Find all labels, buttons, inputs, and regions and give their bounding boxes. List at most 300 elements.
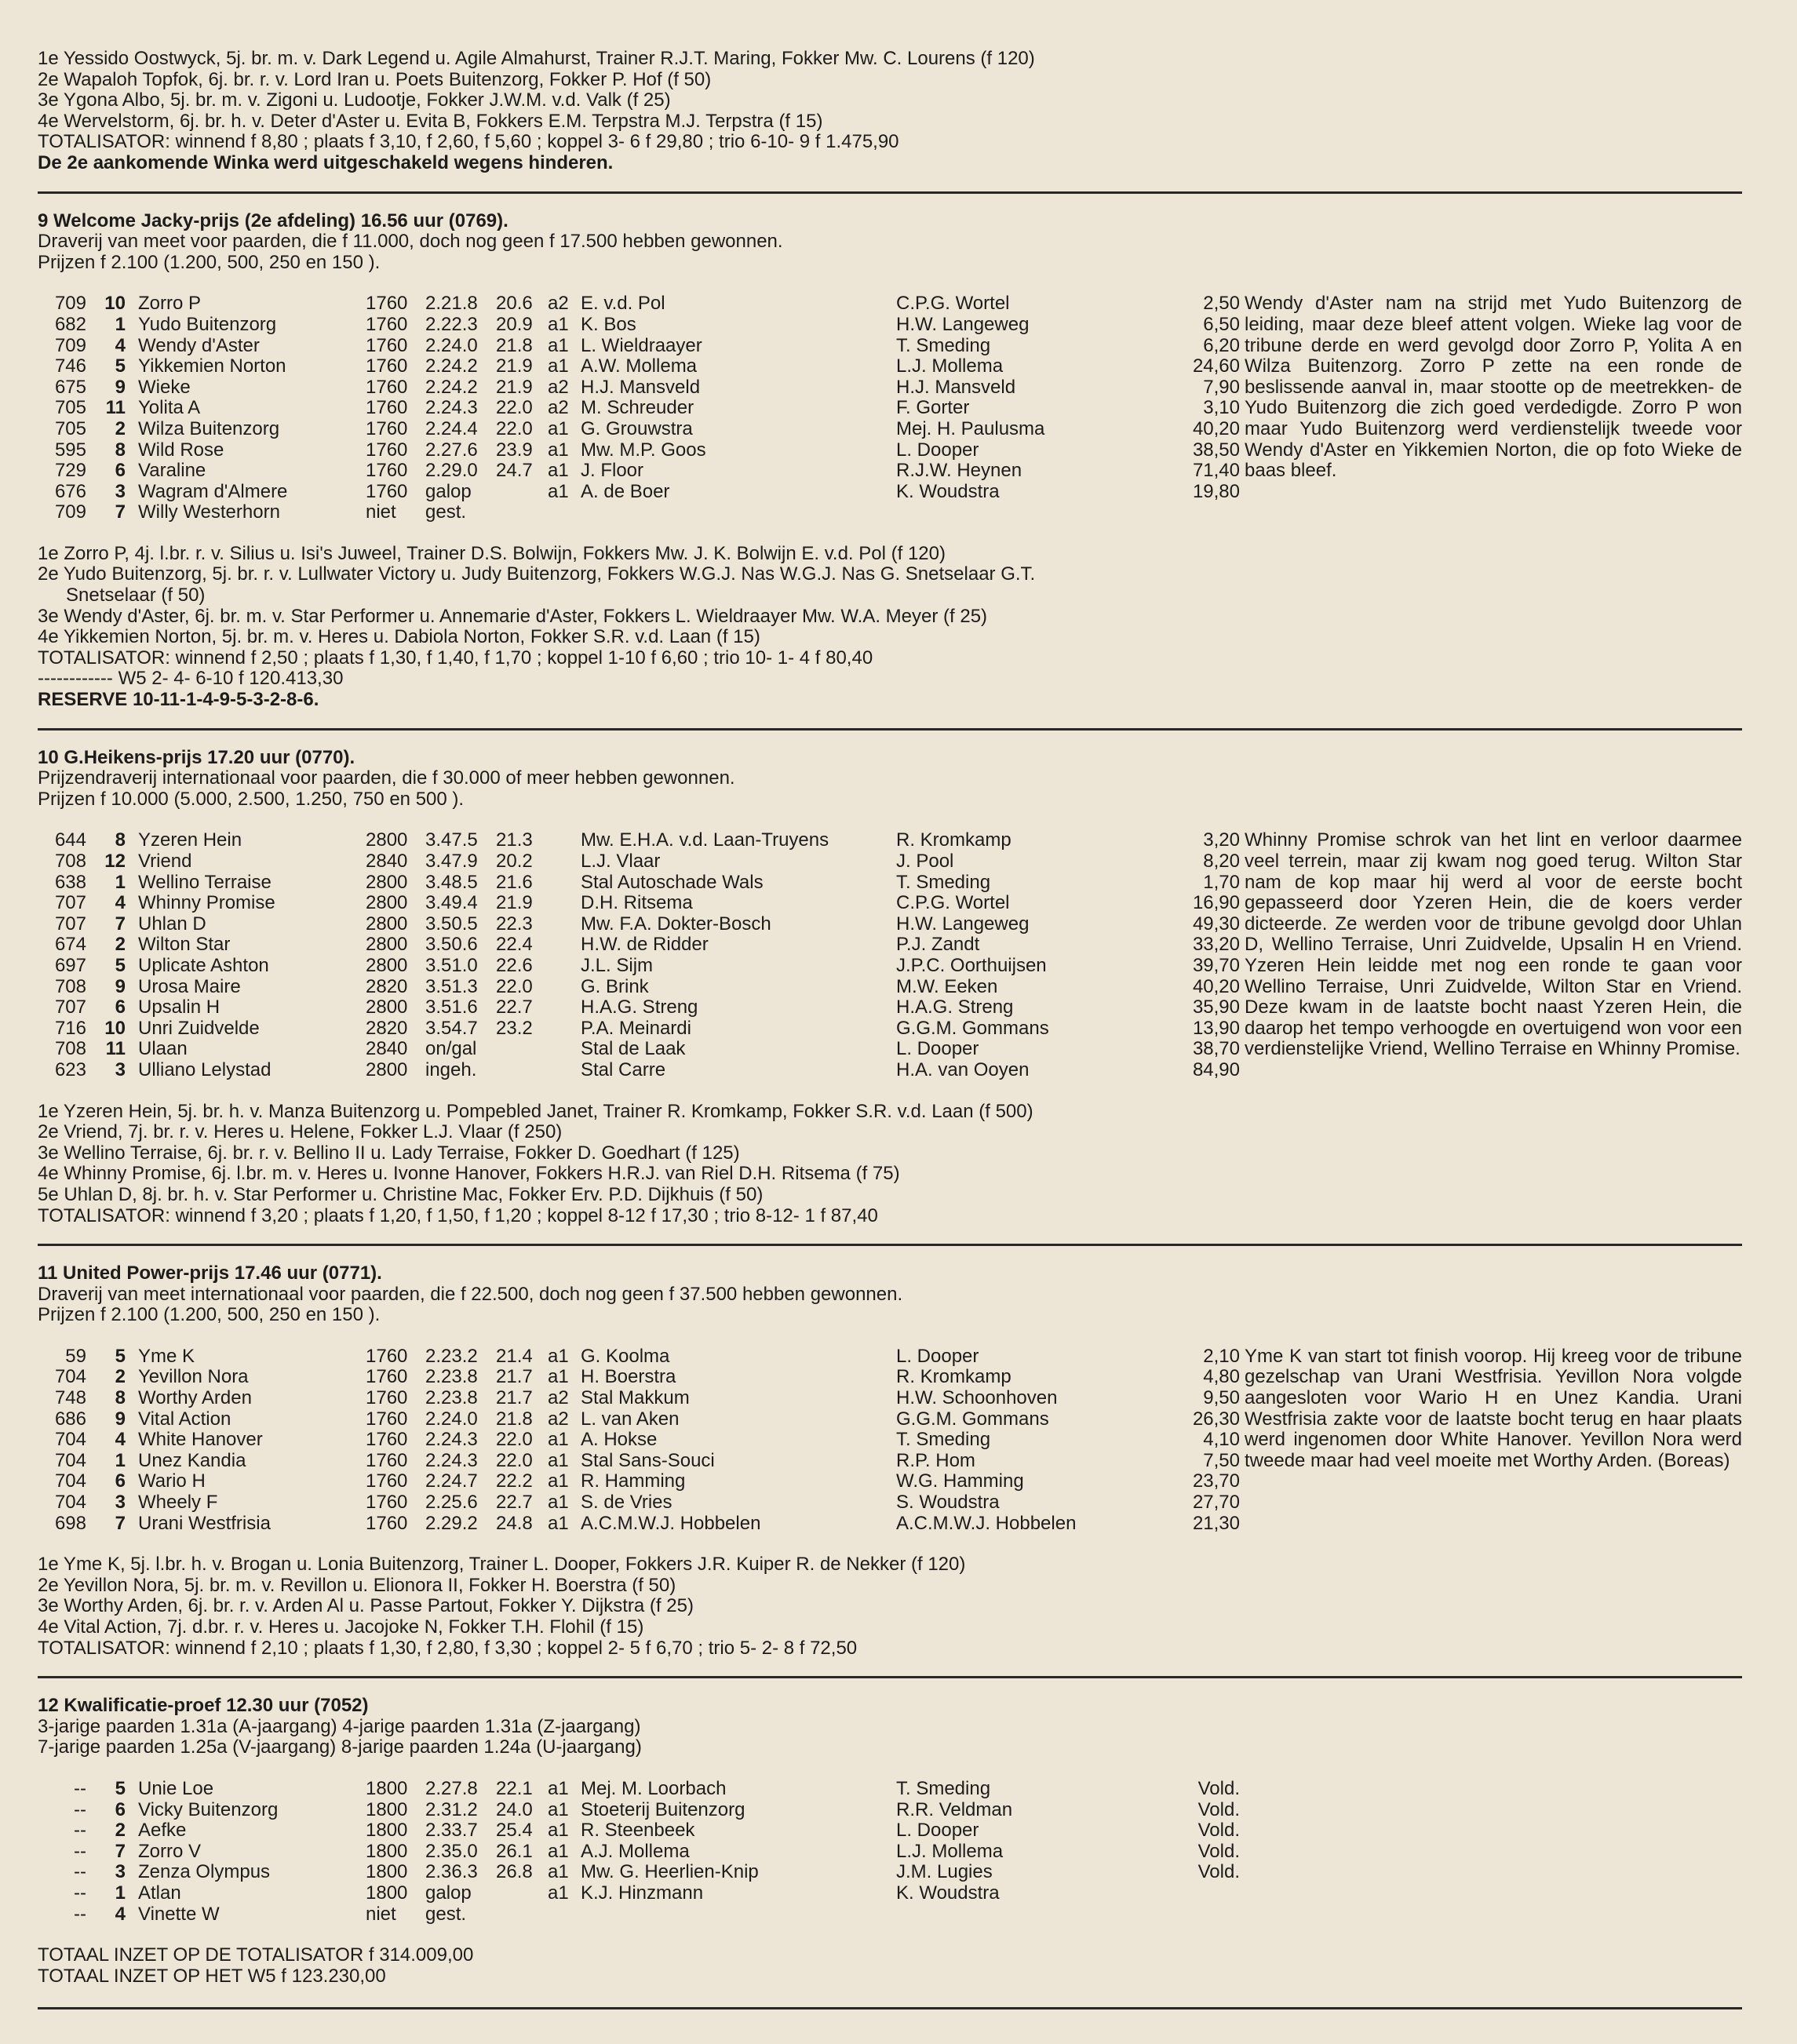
start-number: 5 — [115, 355, 126, 377]
race-description: Draverij van meet voor paarden, die f 11.000, doch nog geen f 17.500 hebben gewonnen. — [38, 231, 783, 253]
finish-time: 3.51.3 — [425, 975, 478, 997]
placing-line: 2e Vriend, 7j. br. r. v. Heres u. Helene, Fokker L.J. Vlaar (f 250) — [38, 1121, 563, 1143]
prev-race: 709 — [54, 501, 86, 523]
odds: 23,70 — [1192, 1470, 1240, 1492]
start-number: 2 — [115, 934, 126, 956]
driver: Mej. H. Paulusma — [896, 417, 1045, 439]
placing-line: 5e Uhlan D, 8j. br. h. v. Star Performer u. Christine Mac, Fokker Erv. P.D. Dijkhuis (f 50) — [38, 1183, 764, 1205]
odds: 2,10 — [1203, 1345, 1240, 1367]
odds: Vold. — [1197, 1840, 1240, 1862]
horse-name: Varaline — [138, 460, 206, 482]
distance: 1760 — [366, 1408, 408, 1430]
start-number: 11 — [105, 397, 126, 419]
owner: P.A. Meinardi — [581, 1017, 691, 1039]
odds: 38,70 — [1192, 1038, 1240, 1060]
distance: 1760 — [366, 355, 408, 377]
horse-name: Ulliano Lelystad — [138, 1058, 272, 1080]
horse-name: Wario H — [138, 1470, 206, 1492]
finish-time: 2.29.0 — [425, 460, 478, 482]
odds: Vold. — [1197, 1861, 1240, 1883]
owner: G. Grouwstra — [581, 417, 693, 439]
finish-time: 2.24.4 — [425, 417, 478, 439]
start-number: 8 — [115, 829, 126, 851]
race10-section — [38, 748, 1742, 1226]
finish-time: 2.23.8 — [425, 1387, 478, 1409]
driver: L. Dooper — [896, 1038, 979, 1060]
odds: 35,90 — [1192, 996, 1240, 1018]
finish-time: 3.48.5 — [425, 871, 478, 893]
driver: C.P.G. Wortel — [896, 892, 1010, 914]
placing-line: 3e Worthy Arden, 6j. br. r. v. Arden Al u. Passe Partout, Fokker Y. Dijkstra (f 25) — [38, 1595, 694, 1617]
totalisator-line: TOTALISATOR: winnend f 8,80 ; plaats f 3,10, f 2,60, f 5,60 ; koppel 3- 6 f 29,80 ; trio 6-10- 9 f 1.475,90 — [38, 131, 899, 153]
prev-race: 729 — [54, 460, 86, 482]
start-number: 8 — [115, 1387, 126, 1409]
prev-race: -- — [74, 1882, 86, 1904]
odds: 8,20 — [1203, 851, 1240, 872]
prev-race: 707 — [54, 892, 86, 914]
finish-time: gest. — [425, 1903, 467, 1925]
start-number: 7 — [115, 1840, 126, 1862]
driver: H.W. Langeweg — [896, 913, 1030, 935]
driver: J. Pool — [896, 851, 954, 872]
owner: L.J. Vlaar — [581, 851, 661, 872]
odds: 40,20 — [1192, 975, 1240, 997]
prev-race: 682 — [54, 313, 86, 335]
km-time: 20.6 — [496, 293, 533, 315]
km-time: 21.7 — [496, 1366, 533, 1388]
odds: 24,60 — [1192, 355, 1240, 377]
horse-name: Vital Action — [138, 1408, 231, 1430]
prev-race: 676 — [54, 480, 86, 502]
start-position: a1 — [548, 1470, 569, 1492]
table-row — [38, 1842, 1742, 1863]
start-position: a2 — [548, 376, 569, 398]
driver: A.C.M.W.J. Hobbelen — [896, 1512, 1077, 1534]
driver: T. Smeding — [896, 871, 991, 893]
finish-time: 2.23.8 — [425, 1366, 478, 1388]
horse-name: Yikkemien Norton — [138, 355, 286, 377]
owner: A.W. Mollema — [581, 355, 698, 377]
table-row — [38, 1820, 1742, 1842]
distance: 1760 — [366, 313, 408, 335]
race-description: Prijzendraverij internationaal voor paarden, die f 30.000 of meer hebben gewonnen. — [38, 767, 735, 789]
finish-time: 3.50.5 — [425, 913, 478, 935]
prev-race: 686 — [54, 1408, 86, 1430]
prev-race: 698 — [54, 1512, 86, 1534]
start-number: 4 — [115, 334, 126, 356]
horse-name: Urosa Maire — [138, 975, 241, 997]
horse-name: Wellino Terraise — [138, 871, 272, 893]
driver: G.G.M. Gommans — [896, 1408, 1049, 1430]
distance: 2800 — [366, 1058, 408, 1080]
start-position: a1 — [548, 1798, 569, 1820]
start-position: a1 — [548, 1840, 569, 1862]
km-time: 23.9 — [496, 439, 533, 461]
start-position: a1 — [548, 1366, 569, 1388]
prev-race: 595 — [54, 439, 86, 461]
distance: 2800 — [366, 829, 408, 851]
finish-time: 2.23.2 — [425, 1345, 478, 1367]
finish-time: 2.22.3 — [425, 313, 478, 335]
start-number: 4 — [115, 1429, 126, 1451]
odds: 38,50 — [1192, 439, 1240, 461]
distance: 1760 — [366, 1470, 408, 1492]
driver: T. Smeding — [896, 1429, 991, 1451]
odds: 13,90 — [1192, 1017, 1240, 1039]
odds: 26,30 — [1192, 1408, 1240, 1430]
finish-time: 2.24.3 — [425, 1429, 478, 1451]
horse-name: Yudo Buitenzorg — [138, 313, 277, 335]
placing-line: 1e Yzeren Hein, 5j. br. h. v. Manza Buitenzorg u. Pompebled Janet, Trainer R. Kromkamp, Fokker S.R. v.d. Laan (f 500) — [38, 1100, 1033, 1122]
distance: 1760 — [366, 460, 408, 482]
horse-name: Ulaan — [138, 1038, 188, 1060]
finish-time: 2.25.6 — [425, 1492, 478, 1514]
prev-race: 675 — [54, 376, 86, 398]
odds: 7,50 — [1203, 1449, 1240, 1471]
horse-name: Worthy Arden — [138, 1387, 252, 1409]
start-number: 1 — [115, 1449, 126, 1471]
horse-name: Unez Kandia — [138, 1449, 246, 1471]
horse-name: Willy Westerhorn — [138, 501, 280, 523]
odds: 6,20 — [1203, 334, 1240, 356]
odds: 40,20 — [1192, 417, 1240, 439]
start-number: 2 — [115, 1820, 126, 1842]
distance: niet — [366, 1903, 396, 1925]
table-row — [38, 1800, 1742, 1821]
start-position: a1 — [548, 480, 569, 502]
km-time: 22.0 — [496, 1449, 533, 1471]
results-page — [38, 49, 1742, 2027]
start-position: a1 — [548, 439, 569, 461]
distance: 2820 — [366, 1017, 408, 1039]
odds: 39,70 — [1192, 954, 1240, 976]
distance: 1760 — [366, 1387, 408, 1409]
finish-time: 2.24.0 — [425, 1408, 478, 1430]
horse-name: Zenza Olympus — [138, 1861, 271, 1883]
start-number: 6 — [115, 1798, 126, 1820]
totalisator-line: TOTALISATOR: winnend f 3,20 ; plaats f 1,20, f 1,50, f 1,20 ; koppel 8-12 f 17,30 ; trio 8-12- 1 f 87,40 — [38, 1204, 878, 1226]
race12-section — [38, 1696, 1742, 1987]
owner: Mw. G. Heerlien-Knip — [581, 1861, 759, 1883]
totalisator-line: TOTALISATOR: winnend f 2,50 ; plaats f 1,30, f 1,40, f 1,70 ; koppel 1-10 f 6,60 ; trio 10- 1- 4 f 80,40 — [38, 647, 873, 669]
start-number: 4 — [115, 892, 126, 914]
start-number: 10 — [104, 1017, 126, 1039]
km-time: 22.0 — [496, 1429, 533, 1451]
placing-line: 1e Yme K, 5j. l.br. h. v. Brogan u. Lonia Buitenzorg, Trainer L. Dooper, Fokkers J.R. Kuiper R. de Nekker (f 120) — [38, 1554, 966, 1576]
km-time: 26.8 — [496, 1861, 533, 1883]
start-position: a1 — [548, 1512, 569, 1534]
race-title: 11 United Power-prijs 17.46 uur (0771). — [38, 1262, 382, 1284]
owner: M. Schreuder — [581, 397, 694, 419]
finish-time: 2.35.0 — [425, 1840, 478, 1862]
owner: Stal Carre — [581, 1058, 666, 1080]
placing-line: Snetselaar (f 50) — [66, 585, 206, 607]
start-number: 5 — [115, 1777, 126, 1799]
distance: 1760 — [366, 1492, 408, 1514]
finish-time: 2.21.8 — [425, 293, 478, 315]
horse-name: Wilton Star — [138, 934, 231, 956]
finish-time: 3.47.9 — [425, 851, 478, 872]
start-position: a1 — [548, 417, 569, 439]
horse-name: Yolita A — [138, 397, 201, 419]
start-position: a1 — [548, 1777, 569, 1799]
results-table — [38, 1779, 1742, 1925]
distance: 1760 — [366, 417, 408, 439]
start-position: a1 — [548, 1492, 569, 1514]
prev-race: 748 — [54, 1387, 86, 1409]
prev-race: -- — [74, 1798, 86, 1820]
prev-race: -- — [74, 1861, 86, 1883]
race-comment: Wendy d'Aster nam na strijd met Yudo Buitenzorg de leiding, maar deze bleef attent volgen. Wieke lag voor de tribune derde en werd gevolgd door Zorro P, Yolita A en Wilza Buitenzorg. Zorro P zette na een ronde de beslissende aanval in, maar stootte op de meetrekken- de Yudo Buitenzorg die zich goed verdedigde. Zorro P won maar Yudo Buitenzorg werd verdienstelijk tweede voor Wendy d'Aster en Yikkemien Norton, die op foto Wieke de baas bleef. — [1245, 293, 1742, 482]
owner: D.H. Ritsema — [581, 892, 693, 914]
odds: 71,40 — [1192, 460, 1240, 482]
start-position: a1 — [548, 1820, 569, 1842]
prev-race: 638 — [54, 871, 86, 893]
driver: T. Smeding — [896, 1777, 991, 1799]
horse-name: Atlan — [138, 1882, 181, 1904]
km-time: 20.9 — [496, 313, 533, 335]
horse-name: Wieke — [138, 376, 191, 398]
owner: Stal Autoschade Wals — [581, 871, 764, 893]
horse-name: Wild Rose — [138, 439, 224, 461]
owner: H. Boerstra — [581, 1366, 676, 1388]
prev-race: 704 — [54, 1492, 86, 1514]
horse-name: Wheely F — [138, 1492, 218, 1514]
horse-name: Whinny Promise — [138, 892, 275, 914]
km-time: 22.0 — [496, 417, 533, 439]
w5-line: ------------ W5 2- 4- 6-10 f 120.413,30 — [38, 668, 344, 690]
placing-line: 3e Ygona Albo, 5j. br. m. v. Zigoni u. Ludootje, Fokker J.W.M. v.d. Valk (f 25) — [38, 89, 671, 111]
odds: 16,90 — [1192, 892, 1240, 914]
start-number: 3 — [115, 1861, 126, 1883]
start-number: 3 — [115, 1492, 126, 1514]
distance: niet — [366, 501, 396, 523]
start-position: a1 — [548, 1882, 569, 1904]
finish-time: 2.36.3 — [425, 1861, 478, 1883]
finish-time: 3.54.7 — [425, 1017, 478, 1039]
odds: Vold. — [1197, 1777, 1240, 1799]
owner: H.A.G. Streng — [581, 996, 698, 1018]
section-divider — [38, 1676, 1742, 1678]
horse-name: Urani Westfrisia — [138, 1512, 271, 1534]
distance: 1760 — [366, 293, 408, 315]
distance: 1800 — [366, 1882, 408, 1904]
km-time: 24.8 — [496, 1512, 533, 1534]
horse-name: Yzeren Hein — [138, 829, 242, 851]
distance: 1800 — [366, 1777, 408, 1799]
horse-name: Yevillon Nora — [138, 1366, 249, 1388]
start-number: 8 — [115, 439, 126, 461]
prev-race: 705 — [54, 397, 86, 419]
owner: G. Brink — [581, 975, 649, 997]
prev-race: -- — [74, 1777, 86, 1799]
finish-time: 2.24.0 — [425, 334, 478, 356]
horse-name: Yme K — [138, 1345, 195, 1367]
start-number: 2 — [115, 417, 126, 439]
start-position: a1 — [548, 1449, 569, 1471]
finish-time: galop — [425, 480, 472, 502]
start-position: a1 — [548, 355, 569, 377]
odds: Vold. — [1197, 1798, 1240, 1820]
start-number: 5 — [115, 954, 126, 976]
prev-race: 674 — [54, 934, 86, 956]
owner: H.J. Mansveld — [581, 376, 701, 398]
start-position: a1 — [548, 313, 569, 335]
distance: 1800 — [366, 1798, 408, 1820]
distance: 2840 — [366, 1038, 408, 1060]
owner: Mw. E.H.A. v.d. Laan-Truyens — [581, 829, 829, 851]
start-number: 1 — [115, 313, 126, 335]
owner: Stal Makkum — [581, 1387, 690, 1409]
km-time: 21.3 — [496, 829, 533, 851]
odds: 2,50 — [1203, 293, 1240, 315]
prev-race: 708 — [54, 975, 86, 997]
horse-name: Wendy d'Aster — [138, 334, 260, 356]
odds: Vold. — [1197, 1820, 1240, 1842]
driver: L.J. Mollema — [896, 1840, 1004, 1862]
reserve-line: RESERVE 10-11-1-4-9-5-3-2-8-6. — [38, 689, 319, 711]
race-comment: Whinny Promise schrok van het lint en verloor daarmee veel terrein, maar zij kwam nog goed terug. Wilton Star nam de kop maar hij werd al voor de eerste bocht gepasseerd door Yzeren Hein, die de koers verder dicteerde. Ze werden voor de tribune gevolgd door Uhlan D, Wellino Terraise, Unri Zuidvelde, Upsalin H en Vriend. Yzeren Hein leidde met nog een ronde te gaan voor Wellino Terraise, Unri Zuidvelde, Wilton Star en Vriend. Deze kwam in de laatste bocht naast Yzeren Hein, die daarop het tempo verhoogde en overtuigend won voor een verdienstelijke Vriend, Wellino Terraise en Whinny Promise. — [1245, 829, 1742, 1060]
distance: 1760 — [366, 480, 408, 502]
km-time: 22.7 — [496, 1492, 533, 1514]
owner: G. Koolma — [581, 1345, 670, 1367]
distance: 2840 — [366, 851, 408, 872]
finish-time: 3.51.0 — [425, 954, 478, 976]
prev-race: 644 — [54, 829, 86, 851]
horse-name: Wagram d'Almere — [138, 480, 288, 502]
distance: 2820 — [366, 975, 408, 997]
driver: R. Kromkamp — [896, 829, 1011, 851]
start-number: 6 — [115, 1470, 126, 1492]
odds: 3,20 — [1203, 829, 1240, 851]
start-number: 4 — [115, 1903, 126, 1925]
km-time: 22.4 — [496, 934, 533, 956]
distance: 1760 — [366, 376, 408, 398]
horse-name: Vicky Buitenzorg — [138, 1798, 279, 1820]
start-number: 1 — [115, 1882, 126, 1904]
distance: 2800 — [366, 954, 408, 976]
km-time: 21.8 — [496, 1408, 533, 1430]
race-prizes: Prijzen f 2.100 (1.200, 500, 250 en 150 ). — [38, 251, 381, 273]
start-number: 12 — [104, 851, 126, 872]
start-number: 7 — [115, 1512, 126, 1534]
driver: J.P.C. Oorthuijsen — [896, 954, 1047, 976]
odds: 19,80 — [1192, 480, 1240, 502]
start-position: a2 — [548, 397, 569, 419]
owner: S. de Vries — [581, 1492, 673, 1514]
owner: J.L. Sijm — [581, 954, 654, 976]
distance: 1760 — [366, 439, 408, 461]
race-prizes: Prijzen f 2.100 (1.200, 500, 250 en 150 ). — [38, 1304, 381, 1326]
km-time: 21.8 — [496, 334, 533, 356]
odds: 27,70 — [1192, 1492, 1240, 1514]
start-number: 7 — [115, 501, 126, 523]
owner: L. Wieldraayer — [581, 334, 702, 356]
finish-time: 2.27.6 — [425, 439, 478, 461]
owner: Stoeterij Buitenzorg — [581, 1798, 745, 1820]
owner: J. Floor — [581, 460, 644, 482]
prev-race: 704 — [54, 1470, 86, 1492]
distance: 1760 — [366, 1345, 408, 1367]
driver: J.M. Lugies — [896, 1861, 993, 1883]
start-number: 10 — [104, 293, 126, 315]
driver: H.A. van Ooyen — [896, 1058, 1030, 1080]
prev-race: 704 — [54, 1429, 86, 1451]
owner: Mw. M.P. Goos — [581, 439, 706, 461]
race-description: 3-jarige paarden 1.31a (A-jaargang) 4-jarige paarden 1.31a (Z-jaargang) — [38, 1715, 641, 1737]
driver: R.P. Hom — [896, 1449, 975, 1471]
table-row — [38, 1060, 1742, 1081]
km-time: 21.9 — [496, 376, 533, 398]
km-time: 22.3 — [496, 913, 533, 935]
odds: 1,70 — [1203, 871, 1240, 893]
placing-line: 2e Yudo Buitenzorg, 5j. br. r. v. Lullwater Victory u. Judy Buitenzorg, Fokkers W.G.J. Nas W.G.J. Nas G. Snetselaar G.T. — [38, 563, 1036, 585]
km-time: 22.7 — [496, 996, 533, 1018]
driver: G.G.M. Gommans — [896, 1017, 1049, 1039]
odds: 4,80 — [1203, 1366, 1240, 1388]
race-comment: Yme K van start tot finish voorop. Hij kreeg voor de tribune gezelschap van Urani Westfrisia. Yevillon Nora volgde aangesloten voor Wario H en Unez Kandia. Urani Westfrisia zakte voor de laatste bocht terug en haar plaats werd ingenomen door White Hanover. Yevillon Nora werd tweede maar had veel moeite met Worthy Arden. (Boreas) — [1245, 1345, 1742, 1471]
race9-section — [38, 211, 1742, 711]
horse-name: Aefke — [138, 1820, 187, 1842]
race-description: 7-jarige paarden 1.25a (V-jaargang) 8-jarige paarden 1.24a (U-jaargang) — [38, 1736, 642, 1758]
start-number: 5 — [115, 1345, 126, 1367]
prev-race: 697 — [54, 954, 86, 976]
prev-race: 746 — [54, 355, 86, 377]
owner: Mej. M. Loorbach — [581, 1777, 727, 1799]
distance: 1760 — [366, 1512, 408, 1534]
owner: K. Bos — [581, 313, 636, 335]
horse-name: Unri Zuidvelde — [138, 1017, 260, 1039]
driver: C.P.G. Wortel — [896, 293, 1010, 315]
race-prizes: Prijzen f 10.000 (5.000, 2.500, 1.250, 750 en 500 ). — [38, 788, 465, 810]
finish-time: 3.50.6 — [425, 934, 478, 956]
finish-time: 2.27.8 — [425, 1777, 478, 1799]
horse-name: Vinette W — [138, 1903, 220, 1925]
owner: R. Steenbeek — [581, 1820, 695, 1842]
table-row — [38, 1779, 1742, 1800]
distance: 2800 — [366, 934, 408, 956]
totalisator-line: TOTALISATOR: winnend f 2,10 ; plaats f 1,30, f 2,80, f 3,30 ; koppel 2- 5 f 6,70 ; trio 5- 2- 8 f 72,50 — [38, 1637, 858, 1659]
finish-time: 3.47.5 — [425, 829, 478, 851]
race-title: 10 G.Heikens-prijs 17.20 uur (0770). — [38, 746, 355, 768]
owner: K.J. Hinzmann — [581, 1882, 704, 1904]
km-time: 22.6 — [496, 954, 533, 976]
owner: Mw. F.A. Dokter-Bosch — [581, 913, 771, 935]
driver: L.J. Mollema — [896, 355, 1004, 377]
finish-time: ingeh. — [425, 1058, 477, 1080]
table-row — [38, 1862, 1742, 1883]
distance: 1760 — [366, 1366, 408, 1388]
table-row — [38, 502, 1742, 523]
finish-time: 3.49.4 — [425, 892, 478, 914]
km-time: 24.0 — [496, 1798, 533, 1820]
start-number: 1 — [115, 871, 126, 893]
driver: R.R. Veldman — [896, 1798, 1013, 1820]
distance: 1760 — [366, 1429, 408, 1451]
table-row — [38, 1904, 1742, 1926]
section-divider — [38, 191, 1742, 194]
prev-race: -- — [74, 1903, 86, 1925]
driver: F. Gorter — [896, 397, 970, 419]
prev-race: -- — [74, 1840, 86, 1862]
owner: A.C.M.W.J. Hobbelen — [581, 1512, 761, 1534]
km-time: 26.1 — [496, 1840, 533, 1862]
distance: 1760 — [366, 1449, 408, 1471]
start-number: 9 — [115, 975, 126, 997]
driver: P.J. Zandt — [896, 934, 980, 956]
km-time: 23.2 — [496, 1017, 533, 1039]
start-number: 2 — [115, 1366, 126, 1388]
